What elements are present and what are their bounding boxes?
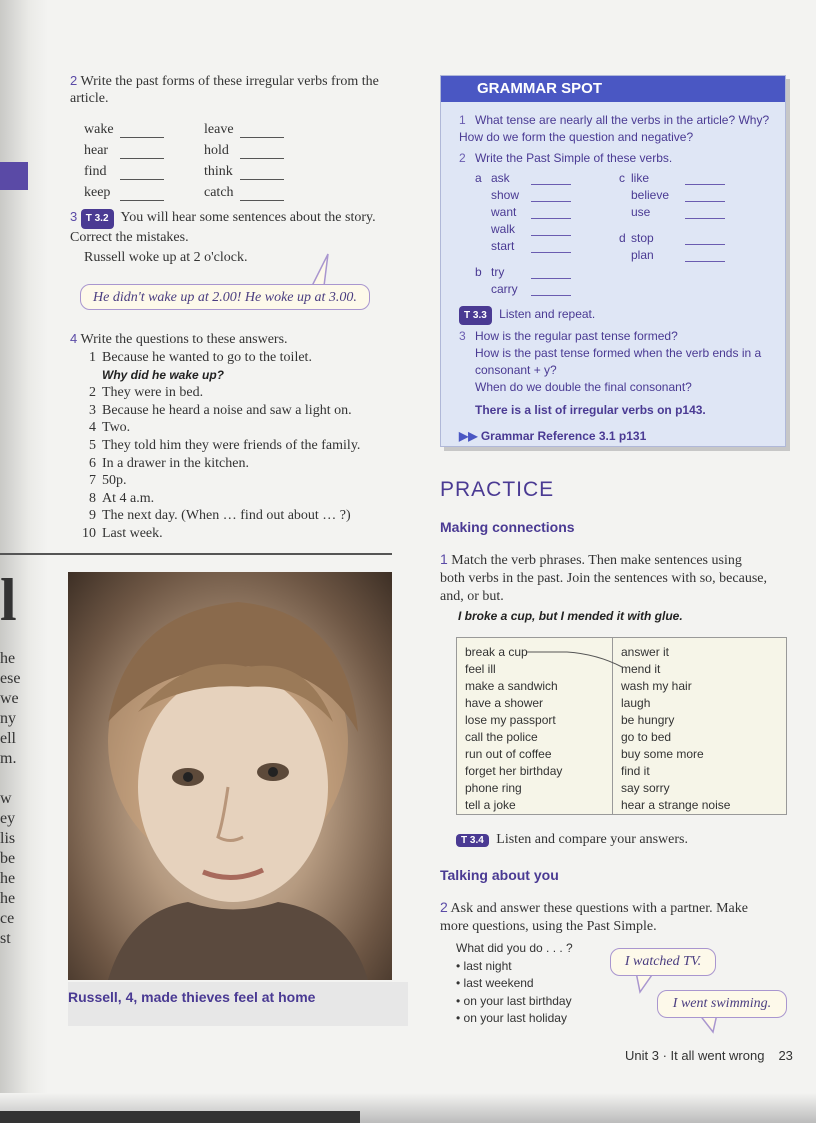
cut-off-text-fragment: m. [0,750,17,767]
cut-off-text-fragment: w [0,790,12,807]
answer-blank[interactable] [531,278,571,279]
verb-word: start [491,239,515,253]
talking-about-you-heading: Talking about you [440,867,559,883]
exercise-2-instruction: Write the past forms of these irregular verbs from the article. [70,74,379,106]
speech-bubble-watched-tv: I watched TV. [610,948,716,976]
match-connector-line [527,650,627,670]
verb-phrase: feel ill [465,662,496,676]
verb-group-label: c [619,171,625,185]
answer-blank[interactable] [120,125,164,138]
answer-blank[interactable] [685,184,725,185]
question-bullet: • on your last holiday [456,1011,567,1025]
cut-off-text-fragment: ey [0,810,16,827]
verb-item [84,138,204,159]
verb-item [204,138,324,159]
verb-phrase: laugh [621,696,651,710]
answer-blank[interactable] [240,125,284,138]
verb-word: think [204,164,233,179]
verb-phrase: call the police [465,730,538,744]
practice-exercise-1: 1 Match the verb phrases. Then make sentences using both verbs in the past. Join the sentences with so, because, and, or but. [440,551,767,604]
exercise-1-model-answer: I broke a cup, but I mended it with glue. [458,609,683,623]
verb-row [84,180,324,201]
verb-row [84,159,324,180]
verb-word: like [631,171,650,185]
verb-phrase: answer it [621,645,670,659]
answer-blank[interactable] [685,218,725,219]
verb-item [204,117,324,138]
cut-off-text-fragment: he [0,650,16,667]
verb-row [84,138,324,159]
speech-bubble-went-swimming: I went swimming. [657,990,787,1018]
answer-blank[interactable] [531,295,571,296]
making-connections-heading: Making connections [440,519,575,535]
verb-phrase: wash my hair [621,679,692,693]
verb-word: use [631,205,651,219]
bullet-icon: • [456,976,464,990]
cut-off-text-fragment: st [0,930,11,947]
grammar-question-2: 2 Write the Past Simple of these verbs. [459,151,673,165]
answer-item: 1 Because he wanted to go to the toilet. [89,350,312,365]
listen-compare: T 3.4 Listen and compare your answers. [456,832,688,848]
speech-bubble-tail [310,252,334,286]
answer-blank[interactable] [240,188,284,201]
practice-heading: PRACTICE [440,478,555,501]
bullet-icon: • [456,1011,464,1025]
verb-phrase: have a shower [465,696,544,710]
cut-off-text-fragment: lis [0,830,16,847]
bullet-icon: • [456,958,464,973]
listen-repeat: T 3.3 Listen and repeat. [459,306,595,325]
answer-item: 9 The next day. (When … find out about … ?) [89,508,351,524]
verb-word: stop [631,231,654,245]
answer-item: 8 At 4 a.m. [89,490,155,506]
exercise-3-example: Russell woke up at 2 o'clock. [84,250,248,265]
correction-speech-bubble: He didn't wake up at 2.00! He woke up at 3.00. [80,284,370,310]
cut-off-text-fragment: ny [0,710,16,727]
verb-phrase: find it [621,764,650,778]
grammar-question-3: 3 How is the regular past tense formed? How is the past tense formed when the verb ends in a consonant + y? When do we double the final consonant? [459,329,762,394]
verb-phrase: make a sandwich [465,679,558,693]
exercise-4-instruction: Write the questions to these answers. [80,332,288,347]
portrait-illustration [68,572,392,980]
answer-blank[interactable] [531,201,571,202]
verb-phrase: tell a joke [465,798,516,812]
verb-group-label: d [619,231,626,245]
page-footer [625,1048,793,1063]
answer-item: 10 Last week. [82,525,163,541]
exercise-4: 4 Write the questions to these answers. [70,331,288,347]
cut-off-text-fragment: ese [0,670,21,687]
verb-word: show [491,188,520,202]
verb-phrase: say sorry [621,781,670,795]
unit-title: Unit 3 · It all went wrong [625,1048,765,1063]
answer-blank[interactable] [240,146,284,159]
answer-item: 6 In a drawer in the kitchen. [89,455,249,471]
grammar-spot-box [440,75,786,447]
boy-portrait-photo [68,572,392,980]
page-number: 23 [778,1048,793,1063]
verb-phrase: lose my passport [465,713,556,727]
verb-phrase: phone ring [465,781,522,795]
match-column-b [621,644,730,814]
verb-word: leave [204,122,234,137]
answer-item: 7 50p. [89,473,127,489]
verb-phrase-match-table [456,637,787,815]
cut-off-text-fragment: ell [0,730,16,747]
verb-phrase: forget her birthday [465,764,563,778]
verb-word: ask [491,171,510,185]
verb-word: hold [204,143,229,158]
practice-exercise-2: 2 Ask and answer these questions with a partner. Make more questions, using the Past Simple. [440,899,748,934]
answer-blank[interactable] [120,167,164,180]
question-bullet: • last weekend [456,976,534,990]
exercise-3-instruction: You will hear some sentences about the story. Correct the mistakes. [70,210,376,245]
cut-off-text-column [0,650,30,950]
irregular-verbs-note: There is a list of irregular verbs on p143. [475,403,706,417]
answer-blank[interactable] [685,261,725,262]
verb-phrase: hear a strange noise [621,798,731,812]
verb-row [84,117,324,138]
cut-off-text-fragment: be [0,850,16,867]
cut-off-text-fragment: we [0,690,19,707]
exercise-3: 3 T 3.2 You will hear some sentences about the story. Correct the mistakes. [70,209,376,245]
verb-phrase: mend it [621,662,661,676]
verb-word: carry [491,282,518,296]
verb-item [204,159,324,180]
verb-word: want [491,205,517,219]
answer-blank[interactable] [531,184,571,185]
verb-word: keep [84,185,111,200]
verb-group-label: a [475,171,482,185]
cut-off-text-fragment: he [0,890,16,907]
photo-caption: Russell, 4, made thieves feel at home [68,982,408,1026]
verb-word: believe [631,188,670,202]
bottom-binding-bar [0,1111,360,1123]
answer-item: 2 They were in bed. [89,385,204,401]
answer-blank[interactable] [531,252,571,253]
answer-blank[interactable] [531,218,571,219]
verb-word: plan [631,248,654,262]
verb-word: wake [84,122,114,137]
verb-item [84,117,204,138]
verb-word: catch [204,185,234,200]
audio-track-badge: T 3.3 [459,306,492,325]
question-bullet: • on your last birthday [456,993,572,1008]
cut-off-text-fragment: ce [0,910,15,927]
answer-item: 4 Two. [89,420,131,436]
answer-blank[interactable] [531,235,571,236]
verb-phrase: be hungry [621,713,675,727]
cut-off-text-fragment: he [0,870,16,887]
answer-blank[interactable] [120,146,164,159]
bullet-icon: • [456,993,464,1008]
irregular-verb-list [84,117,324,201]
grammar-reference-link[interactable]: ▶▶ Grammar Reference 3.1 p131 [459,429,647,443]
verb-phrase: buy some more [621,747,704,761]
verb-word: find [84,164,107,179]
grammar-spot-title: GRAMMAR SPOT [441,76,785,102]
answer-blank[interactable] [685,201,725,202]
verb-item [204,180,324,201]
model-answer: Why did he wake up? [102,367,225,382]
exercise-2: 2 Write the past forms of these irregular verbs from the article. [70,73,379,106]
cut-off-heading-letter: l [0,567,17,633]
verb-word: hear [84,143,109,158]
audio-track-badge: T 3.4 [456,834,489,847]
answer-blank[interactable] [685,244,725,245]
audio-track-badge: T 3.2 [81,209,114,229]
verb-group-label: b [475,265,482,279]
verb-word: walk [491,222,516,236]
verb-item [84,159,204,180]
purple-tab-marker [0,162,28,190]
column-divider [0,553,392,555]
verb-phrase: go to bed [621,730,672,744]
question-prompts: What did you do . . . ? • last night • last weekend • on your last birthday • on your last holiday [456,940,573,1028]
grammar-question-1: 1 What tense are nearly all the verbs in the article? Why? How do we form the question and negative? [459,113,770,144]
answer-item: 3 Because he heard a noise and saw a light on. [89,402,352,418]
verb-phrase: run out of coffee [465,747,552,761]
verb-phrase: break a cup [465,645,528,659]
answer-item: 5 They told him they were friends of the family. [89,437,361,453]
answer-blank[interactable] [120,188,164,201]
double-arrow-icon: ▶▶ [459,429,478,443]
verb-item [84,180,204,201]
answer-list [80,350,400,544]
question-bullet: • last night [456,958,512,973]
answer-blank[interactable] [240,167,284,180]
verb-word: try [491,265,505,279]
